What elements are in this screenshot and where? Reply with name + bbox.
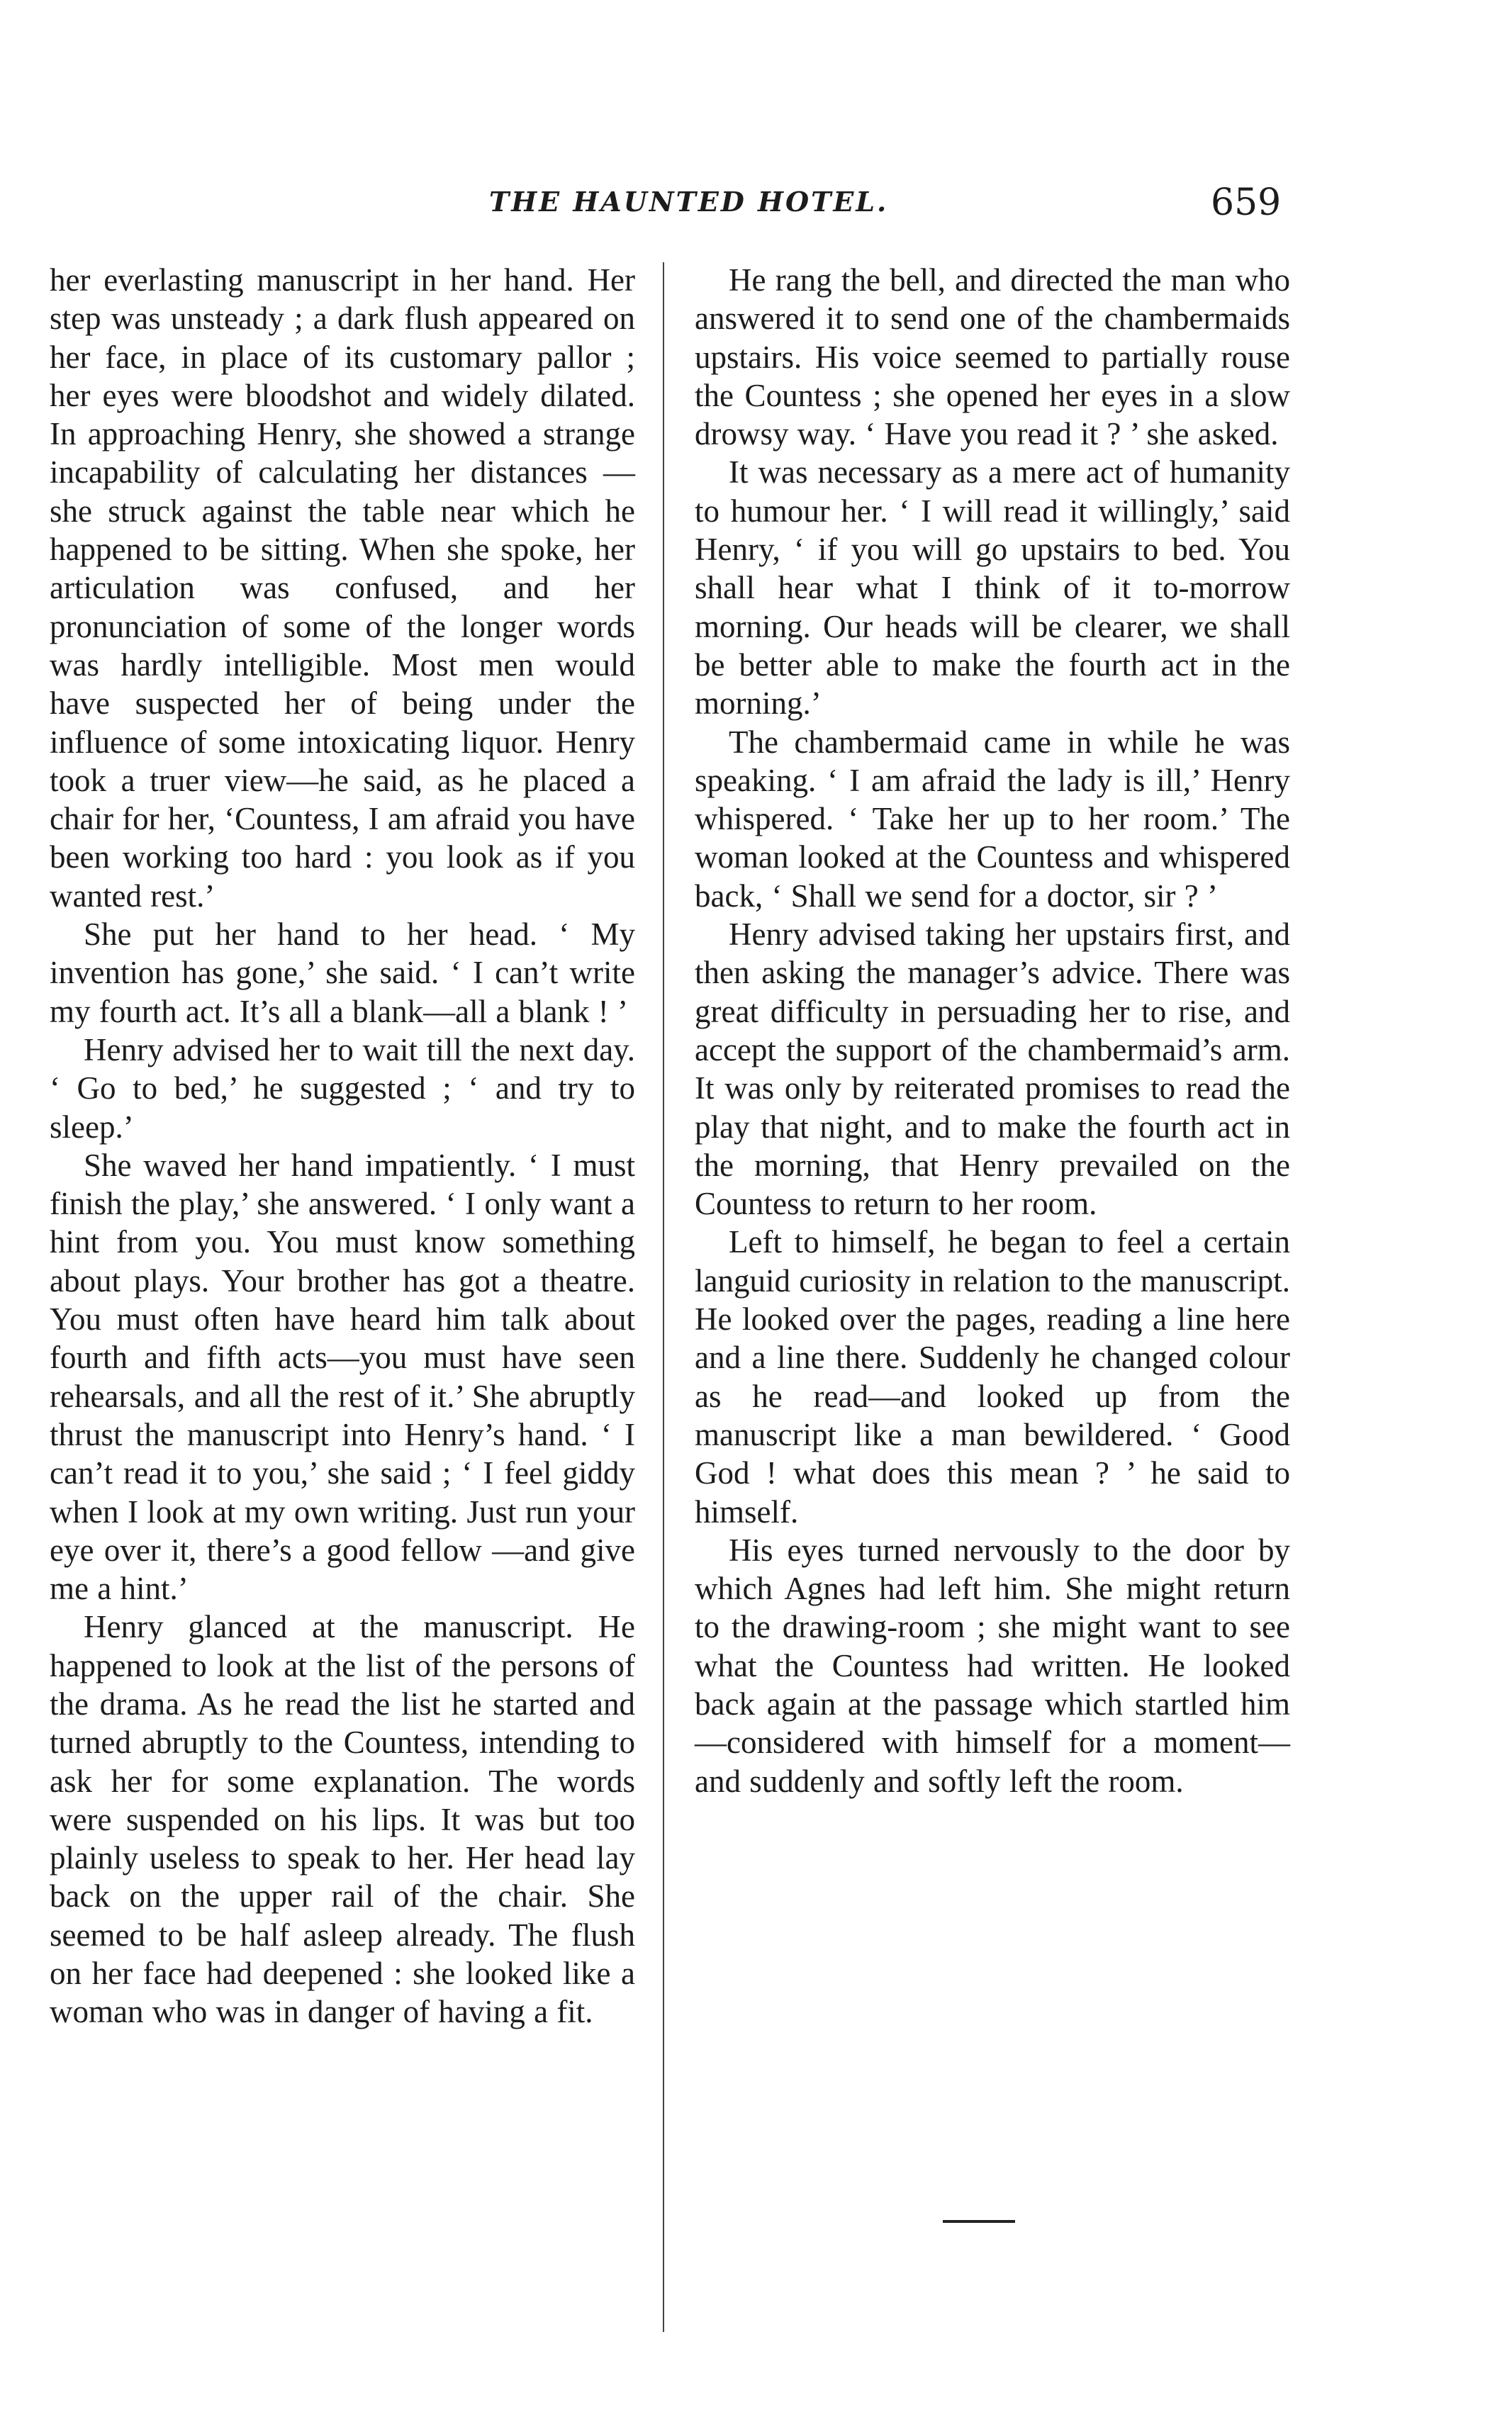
paragraph: Henry glanced at the manuscript. He happened to look at the list of the persons of the drama. As he read the list he started and turned abruptly to the Countess, intending to ask her for some explanation. The words were suspended on his lips. It was but too plainly useless to speak to her. Her head lay back on the upper rail of the chair. She seemed to be half asleep already. The flush on her face had deepened : she looked like a woman who was in danger of having a fit.: [50, 1609, 635, 2030]
page-number: 659: [1211, 181, 1282, 224]
paragraph: She put her hand to her head. ‘ My invention has gone,’ she said. ‘ I can’t write my fourth act. It’s all a blank—all a blank ! ’: [50, 917, 635, 1029]
column-divider: [663, 262, 664, 2332]
paragraph: Left to himself, he began to feel a certain languid curiosity in relation to the manuscript. He looked over the pages, reading a line here and a line there. Suddenly he changed colour as he read—and looked up from the manuscript like a man bewildered. ‘ Good God ! what does this mean ? ’ he said to himself.: [695, 1224, 1290, 1530]
paragraph: She waved her hand impatiently. ‘ I must finish the play,’ she answered. ‘ I only want a hint from you. You must know something about plays. Your brother has got a theatre. You must often have heard him talk about fourth and fifth acts—you must have seen rehearsals, and all the rest of it.’ She abruptly thrust the manuscript into Henry’s hand. ‘ I can’t read it to you,’ she said ; ‘ I feel giddy when I look at my own writing. Just run your eye over it, there’s a good fellow —and give me a hint.’: [50, 1147, 635, 1607]
paragraph: The chambermaid came in while he was speaking. ‘ I am afraid the lady is ill,’ Henry whispered. ‘ Take her up to her room.’ The woman looked at the Countess and whispered back, ‘ Shall we send for a doctor, sir ? ’: [695, 724, 1290, 914]
section-end-rule: [943, 2220, 1015, 2223]
left-column: [50, 261, 635, 2031]
paragraph: her everlasting manuscript in her hand. Her step was unsteady ; a dark flush appeared on her face, in place of its customary pallor ; her eyes were bloodshot and widely dilated. In approaching Henry, she showed a strange incapability of calculating her distances —she struck against the table near which he happened to be sitting. When she spoke, her articulation was confused, and her pronunciation of some of the longer words was hardly intelligible. Most men would have suspected her of being under the influence of some intoxicating liquor. Henry took a truer view—he said, as he placed a chair for her, ‘Countess, I am afraid you have been working too hard : you look as if you wanted rest.’: [50, 262, 635, 914]
paragraph: Henry advised her to wait till the next day. ‘ Go to bed,’ he suggested ; ‘ and try to sleep.’: [50, 1031, 635, 1145]
paragraph: His eyes turned nervously to the door by which Agnes had left him. She might return to the drawing-room ; she might want to see what the Countess had written. He looked back again at the passage which startled him—considered with himself for a moment—and suddenly and softly left the room.: [695, 1532, 1290, 1799]
paragraph: He rang the bell, and directed the man who answered it to send one of the chambermaids upstairs. His voice seemed to partially rouse the Countess ; she opened her eyes in a slow drowsy way. ‘ Have you read it ? ’ she asked.: [695, 262, 1290, 452]
paragraph: It was necessary as a mere act of humanity to humour her. ‘ I will read it willingly,’ said Henry, ‘ if you will go upstairs to bed. You shall hear what I think of it to-morrow morning. Our heads will be clearer, we shall be better able to make the fourth act in the morning.’: [695, 454, 1290, 722]
running-title: THE HAUNTED HOTEL.: [489, 186, 889, 218]
right-column: [695, 261, 1290, 1800]
paragraph: Henry advised taking her upstairs first, and then asking the manager’s advice. There was great difficulty in persuading her to rise, and accept the support of the chambermaid’s arm. It was only by reiterated promises to read the play that night, and to make the fourth act in the morning, that Henry prevailed on the Countess to return to her room.: [695, 917, 1290, 1222]
